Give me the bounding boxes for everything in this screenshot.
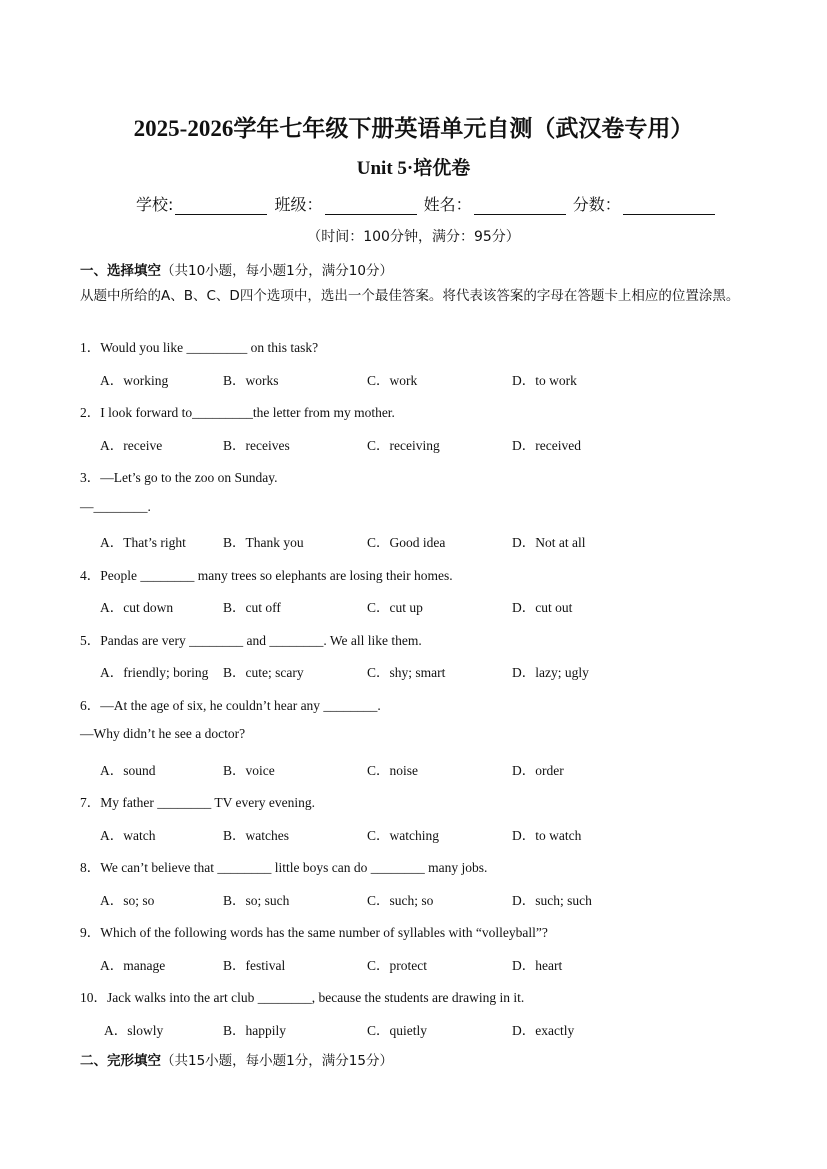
answer-option-a[interactable]: A．receive xyxy=(100,437,163,453)
answer-option-d[interactable]: D．exactly xyxy=(512,1022,575,1038)
name-label: 姓名： xyxy=(423,195,472,214)
answer-option-d[interactable]: D．cut out xyxy=(512,600,573,615)
answer-option-b[interactable]: B．Thank you xyxy=(223,535,304,550)
question-line: —________. xyxy=(80,498,151,514)
answer-option-d[interactable]: D．to work xyxy=(512,372,577,388)
student-info-row xyxy=(136,192,717,215)
page-title: 2025-2026学年七年级下册英语单元自测（武汉卷专用） xyxy=(133,116,694,141)
answer-option-b[interactable]: B．receives xyxy=(223,437,290,453)
school-label: 学校: xyxy=(136,195,174,214)
answer-option-d[interactable]: D．such; such xyxy=(512,892,592,908)
class-label: 班级： xyxy=(274,195,323,214)
answer-option-a[interactable]: A．slowly xyxy=(104,1022,164,1038)
answer-option-d[interactable]: D．lazy; ugly xyxy=(512,665,589,680)
section2-note: （共15小题，每小题1分，满分15分） xyxy=(161,1053,393,1069)
answer-option-c[interactable]: C．work xyxy=(367,372,418,388)
answer-option-b[interactable]: B．cute; scary xyxy=(223,665,304,680)
question-stem: 10．Jack walks into the art club ________, because the students are drawing in it. xyxy=(80,990,525,1005)
question-stem: 9．Which of the following words has the same number of syllables with “volleyball”? xyxy=(80,925,548,940)
answer-option-c[interactable]: C．cut up xyxy=(367,600,423,615)
score-field[interactable] xyxy=(623,200,715,215)
name-field[interactable] xyxy=(474,200,566,215)
answer-option-c[interactable]: C．shy; smart xyxy=(367,665,446,680)
answer-option-d[interactable]: D．heart xyxy=(512,957,563,973)
question-stem: 8．We can’t believe that ________ little boys can do ________ many jobs. xyxy=(80,860,488,875)
question-stem: 6．—At the age of six, he couldn’t hear any ________. xyxy=(80,697,381,713)
time-note: （时间：100分钟，满分：95分） xyxy=(307,229,520,245)
answer-option-d[interactable]: D．Not at all xyxy=(512,535,586,550)
answer-option-a[interactable]: A．sound xyxy=(100,762,156,778)
answer-option-b[interactable]: B．voice xyxy=(223,762,275,778)
class-field[interactable] xyxy=(325,200,417,215)
answer-option-c[interactable]: C．receiving xyxy=(367,437,440,453)
question-stem: 1．Would you like _________ on this task? xyxy=(80,340,319,355)
answer-option-b[interactable]: B．happily xyxy=(223,1022,286,1038)
answer-option-a[interactable]: A．cut down xyxy=(100,600,174,615)
section2-heading xyxy=(80,1049,393,1069)
answer-option-b[interactable]: B．watches xyxy=(223,827,289,843)
question-stem: 5．Pandas are very ________ and ________. We all like them. xyxy=(80,632,422,648)
answer-option-c[interactable]: C．protect xyxy=(367,957,427,973)
section1-instructions: 从题中所给的A、B、C、D四个选项中，选出一个最佳答案。将代表该答案的字母在答题卡上相应的位置涂黑。 xyxy=(80,288,740,304)
answer-option-d[interactable]: D．order xyxy=(512,762,564,778)
answer-option-a[interactable]: A．watch xyxy=(100,827,156,843)
answer-option-a[interactable]: A．That’s right xyxy=(100,535,186,550)
answer-option-b[interactable]: B．cut off xyxy=(223,600,281,615)
question-stem: 4．People ________ many trees so elephants are losing their homes. xyxy=(80,567,453,583)
answer-option-c[interactable]: C．quietly xyxy=(367,1022,427,1038)
answer-option-a[interactable]: A．working xyxy=(100,372,169,388)
answer-option-a[interactable]: A．friendly; boring xyxy=(100,665,209,680)
answer-option-b[interactable]: B．works xyxy=(223,372,279,388)
answer-option-c[interactable]: C．watching xyxy=(367,827,439,843)
page-subtitle: Unit 5·培优卷 xyxy=(356,158,471,179)
answer-option-b[interactable]: B．festival xyxy=(223,957,286,973)
question-line: —Why didn’t he see a doctor? xyxy=(80,726,246,741)
answer-option-d[interactable]: D．to watch xyxy=(512,827,582,843)
question-stem: 3．—Let’s go to the zoo on Sunday. xyxy=(80,470,278,485)
answer-option-a[interactable]: A．manage xyxy=(100,957,166,973)
answer-option-c[interactable]: C．noise xyxy=(367,762,419,778)
section1-heading xyxy=(80,259,393,279)
section2-title: 二、完形填空 xyxy=(80,1053,161,1069)
answer-option-c[interactable]: C．Good idea xyxy=(367,535,446,550)
school-field[interactable] xyxy=(175,200,267,215)
score-label: 分数： xyxy=(572,195,621,214)
answer-option-d[interactable]: D．received xyxy=(512,437,581,453)
question-stem: 7．My father ________ TV every evening. xyxy=(80,795,315,810)
answer-option-b[interactable]: B．so; such xyxy=(223,892,290,908)
answer-option-c[interactable]: C．such; so xyxy=(367,892,434,908)
section1-title: 一、选择填空 xyxy=(80,263,161,279)
section1-note: （共10小题，每小题1分，满分10分） xyxy=(161,263,393,279)
answer-option-a[interactable]: A．so; so xyxy=(100,892,155,908)
question-stem: 2．I look forward to_________the letter from my mother. xyxy=(80,405,395,420)
